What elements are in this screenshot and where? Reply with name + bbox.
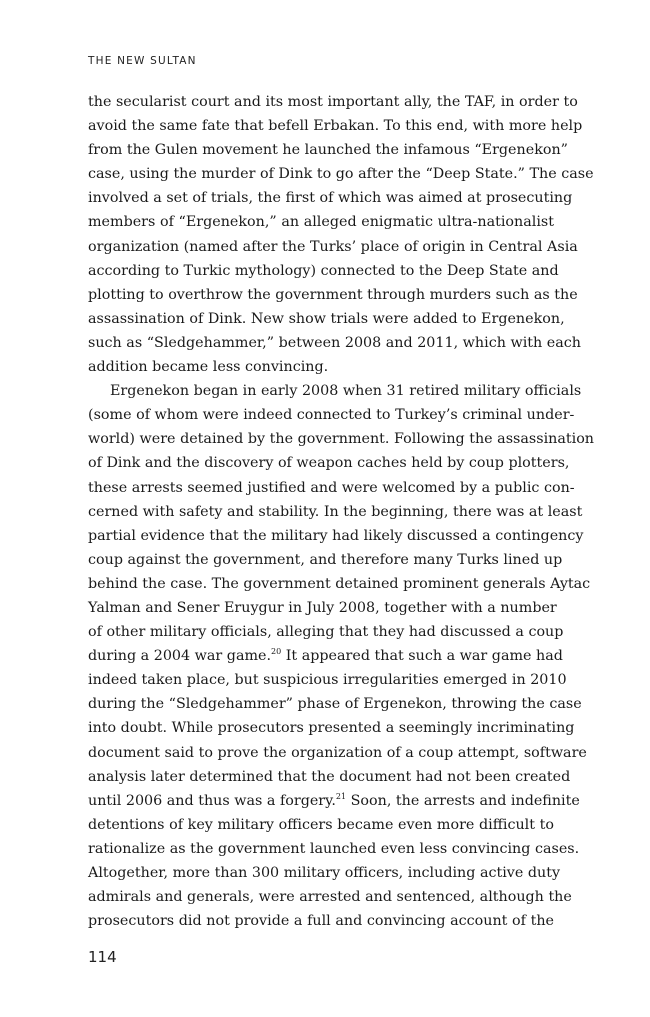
text-line: prosecutors did not provide a full and convincing account of the <box>88 913 554 930</box>
footnote-marker: 20 <box>271 647 282 657</box>
text-line: admirals and generals, were arrested and sentenced, although the <box>88 889 572 906</box>
text-line: cerned with safety and stability. In the beginning, there was at least <box>88 503 583 520</box>
text-segment: It appeared that such a war game had <box>285 648 563 665</box>
text-line: members of “Ergenekon,” an alleged enigmatic ultra-nationalist <box>88 214 554 231</box>
text-line: of Dink and the discovery of weapon caches held by coup plotters, <box>88 455 570 472</box>
text-line: avoid the same fate that befell Erbakan. To this end, with more help <box>88 118 583 135</box>
text-line: analysis later determined that the document had not been created <box>88 768 571 785</box>
text-line <box>88 644 563 668</box>
text-line: from the Gulen movement he launched the infamous “Ergenekon” <box>88 142 568 159</box>
text-line: such as “Sledgehammer,” between 2008 and 2011, which with each <box>88 334 581 351</box>
text-line: Yalman and Sener Eruygur in July 2008, together with a number <box>88 599 557 616</box>
footnote-marker: 21 <box>335 791 347 801</box>
text-line: during the “Sledgehammer” phase of Ergenekon, throwing the case <box>88 696 582 713</box>
text-line: coup against the government, and therefore many Turks lined up <box>88 551 563 568</box>
text-line: addition became less convincing. <box>88 359 329 376</box>
text-line: partial evidence that the military had likely discussed a contingency <box>88 527 584 544</box>
text-line: Altogether, more than 300 military officers, including active duty <box>88 865 561 881</box>
text-line: case, using the murder of Dink to go after the “Deep State.” The case <box>88 166 594 183</box>
page-number: 114 <box>88 948 117 966</box>
text-segment: during a 2004 war game. <box>88 648 272 665</box>
text-line: (some of whom were indeed connected to Turkey’s criminal under- <box>88 407 575 424</box>
text-line: these arrests seemed justified and were welcomed by a public con- <box>88 479 575 496</box>
text-line: into doubt. While prosecutors presented a seemingly incriminating <box>88 720 575 737</box>
text-line: assassination of Dink. New show trials were added to Ergenekon, <box>88 310 565 327</box>
text-line: rationalize as the government launched even less convincing cases. <box>88 840 580 857</box>
text-line: of other military officials, alleging that they had discussed a coup <box>88 624 564 641</box>
running-header: THE NEW SULTAN <box>88 55 197 67</box>
text-line: indeed taken place, but suspicious irregularities emerged in 2010 <box>88 672 567 689</box>
body-text <box>88 90 595 933</box>
text-line: document said to prove the organization of a coup attempt, software <box>88 744 587 761</box>
text-line: organization (named after the Turks’ place of origin in Central Asia <box>88 238 578 255</box>
text-line: Ergenekon began in early 2008 when 31 retired military officials <box>110 383 582 400</box>
text-segment: Soon, the arrests and indefinite <box>350 792 580 809</box>
text-line: the secularist court and its most important ally, the TAF, in order to <box>88 94 578 110</box>
text-line: world) were detained by the government. Following the assassination <box>88 431 595 448</box>
text-line: detentions of key military officers became even more difficult to <box>88 816 554 833</box>
text-line: plotting to overthrow the government through murders such as the <box>88 286 578 303</box>
text-line <box>88 789 580 813</box>
text-segment: until 2006 and thus was a forgery. <box>88 792 336 809</box>
text-line: behind the case. The government detained prominent generals Aytac <box>88 575 591 592</box>
text-line: according to Turkic mythology) connected to the Deep State and <box>88 262 559 279</box>
text-line: involved a set of trials, the first of which was aimed at prosecuting <box>88 190 573 207</box>
